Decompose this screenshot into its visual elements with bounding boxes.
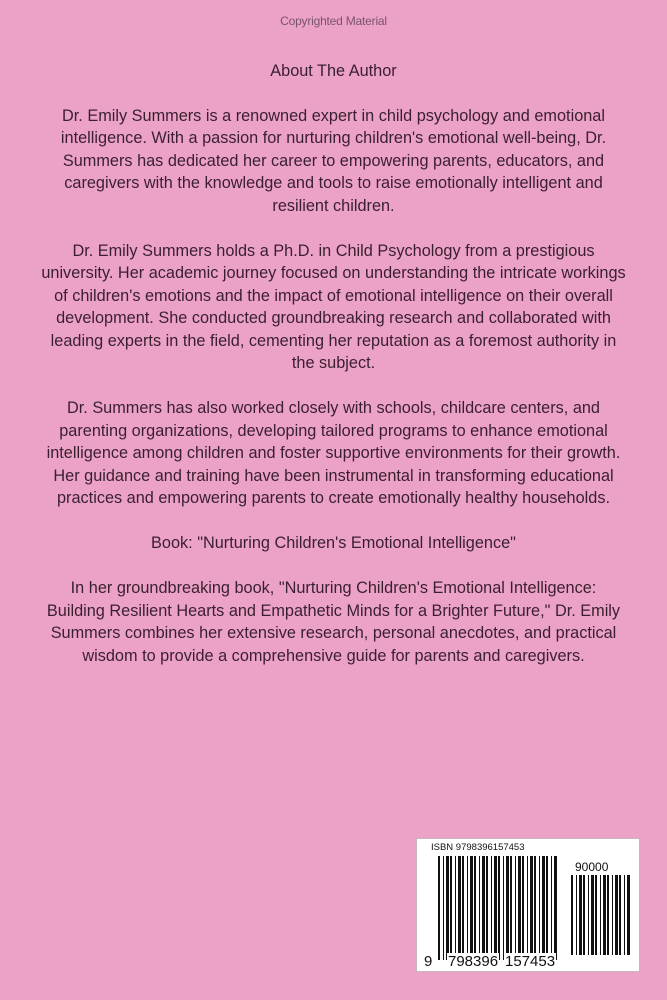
barcode-bars-main [438, 856, 563, 960]
barcode-digits-left: 798396 [448, 953, 499, 970]
barcode-bars-addon [571, 875, 631, 955]
book-heading: Book: "Nurturing Children's Emotional Intelligence" [151, 534, 516, 552]
about-heading: About The Author [270, 62, 397, 80]
book-paragraph: In her groundbreaking book, "Nurturing Children's Emotional Intelligence: Building Resilient Hearts and Empathetic Minds for a Brighter Future," Dr. Emily Summers combines her extensive research, personal anecdotes, and practical wisdom to provide a comprehensive guide for parents and caregivers. [46, 579, 621, 665]
barcode-addon-code: 90000 [575, 860, 609, 874]
barcode-digits-right: 157453 [505, 953, 556, 970]
about-paragraph-2: Dr. Emily Summers holds a Ph.D. in Child Psychology from a prestigious university. Her academic journey focused on understanding the intricate workings of children's emotions and the impact of emotional intelligence on their overall development. She conducted groundbreaking research and collaborated with leading experts in the field, cementing her reputation as a foremost authority in the subject. [41, 241, 626, 372]
about-paragraph-1: Dr. Emily Summers is a renowned expert in child psychology and emotional intelligence. With a passion for nurturing children's emotional well-being, Dr. Summers has dedicated her career to empowering parents, educators, and caregivers with the knowledge and tools to raise emotionally intelligent and resilient children. [60, 106, 607, 215]
copyright-watermark: Copyrighted Material [280, 14, 387, 28]
isbn-barcode [416, 838, 640, 972]
barcode-digit-lead: 9 [424, 953, 433, 970]
back-cover-text [40, 60, 627, 690]
isbn-label: ISBN 9798396157453 [431, 842, 525, 853]
about-paragraph-3: Dr. Summers has also worked closely with schools, childcare centers, and parenting organizations, developing tailored programs to enhance emotional intelligence among children and foster supportive environments for their growth. Her guidance and training have been instrumental in transforming educational practices and empowering parents to create emotionally healthy households. [46, 399, 621, 507]
